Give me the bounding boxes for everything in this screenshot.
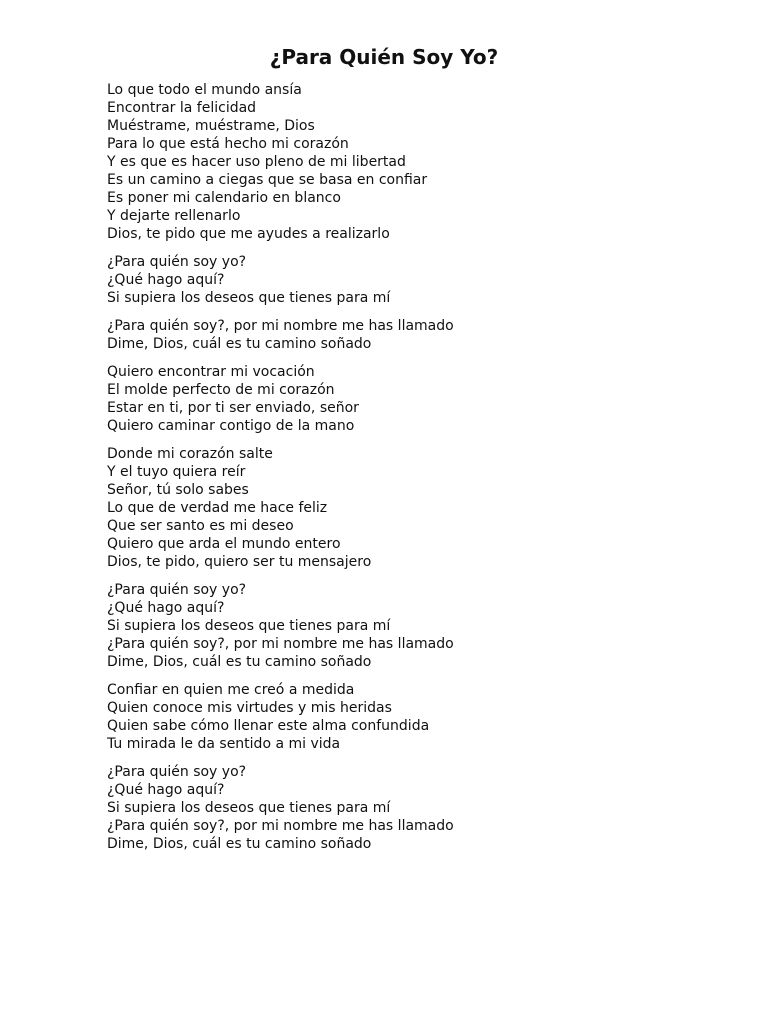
lyrics-line: Si supiera los deseos que tienes para mí: [107, 618, 391, 634]
lyrics-line: Confiar en quien me creó a medida: [107, 682, 355, 698]
lyrics-line: ¿Para quién soy yo?: [107, 254, 247, 270]
lyrics-line: Para lo que está hecho mi corazón: [107, 136, 349, 152]
lyrics-line: Y dejarte rellenarlo: [107, 208, 241, 224]
document-title: ¿Para Quién Soy Yo?: [269, 45, 499, 69]
lyrics-line: Dios, te pido que me ayudes a realizarlo: [107, 226, 390, 242]
lyrics-stanza: [107, 445, 707, 571]
lyrics-line: Donde mi corazón salte: [107, 446, 273, 462]
lyrics-stanza: [107, 253, 707, 307]
lyrics-line: ¿Para quién soy?, por mi nombre me has llamado: [107, 818, 454, 834]
lyrics-line: ¿Para quién soy?, por mi nombre me has llamado: [107, 318, 454, 334]
lyrics-line: Encontrar la felicidad: [107, 100, 257, 116]
lyrics-line: Si supiera los deseos que tienes para mí: [107, 800, 391, 816]
lyrics-line: Quien sabe cómo llenar este alma confundida: [107, 718, 430, 734]
lyrics-line: Es un camino a ciegas que se basa en confiar: [107, 172, 428, 188]
lyrics-line: Tu mirada le da sentido a mi vida: [107, 736, 341, 752]
lyrics-line: Señor, tú solo sabes: [107, 482, 249, 498]
lyrics-stanza: [107, 763, 707, 853]
lyrics-stanza: [107, 581, 707, 671]
lyrics-line: Es poner mi calendario en blanco: [107, 190, 341, 206]
lyrics-line: El molde perfecto de mi corazón: [107, 382, 335, 398]
lyrics-stanza: [107, 317, 707, 353]
lyrics-stanza: [107, 681, 707, 753]
lyrics-line: Lo que de verdad me hace feliz: [107, 500, 328, 516]
lyrics-line: Que ser santo es mi deseo: [107, 518, 294, 534]
lyrics-line: Quiero que arda el mundo entero: [107, 536, 341, 552]
lyrics-line: Dios, te pido, quiero ser tu mensajero: [107, 554, 372, 570]
lyrics-line: ¿Para quién soy?, por mi nombre me has llamado: [107, 636, 454, 652]
lyrics-line: Quien conoce mis virtudes y mis heridas: [107, 700, 392, 716]
lyrics-body: [107, 81, 707, 863]
lyrics-line: Lo que todo el mundo ansía: [107, 82, 302, 98]
lyrics-line: Dime, Dios, cuál es tu camino soñado: [107, 654, 372, 670]
lyrics-line: Y es que es hacer uso pleno de mi libertad: [107, 154, 406, 170]
lyrics-line: Quiero encontrar mi vocación: [107, 364, 315, 380]
lyrics-line: Dime, Dios, cuál es tu camino soñado: [107, 836, 372, 852]
lyrics-line: ¿Qué hago aquí?: [107, 782, 225, 798]
lyrics-line: Si supiera los deseos que tienes para mí: [107, 290, 391, 306]
lyrics-line: ¿Para quién soy yo?: [107, 764, 247, 780]
lyrics-line: ¿Qué hago aquí?: [107, 600, 225, 616]
lyrics-line: Dime, Dios, cuál es tu camino soñado: [107, 336, 372, 352]
lyrics-line: Muéstrame, muéstrame, Dios: [107, 118, 315, 134]
lyrics-line: ¿Para quién soy yo?: [107, 582, 247, 598]
lyrics-stanza: [107, 363, 707, 435]
lyrics-line: ¿Qué hago aquí?: [107, 272, 225, 288]
lyrics-line: Estar en ti, por ti ser enviado, señor: [107, 400, 359, 416]
lyrics-line: Quiero caminar contigo de la mano: [107, 418, 355, 434]
lyrics-stanza: [107, 81, 707, 243]
lyrics-line: Y el tuyo quiera reír: [107, 464, 246, 480]
